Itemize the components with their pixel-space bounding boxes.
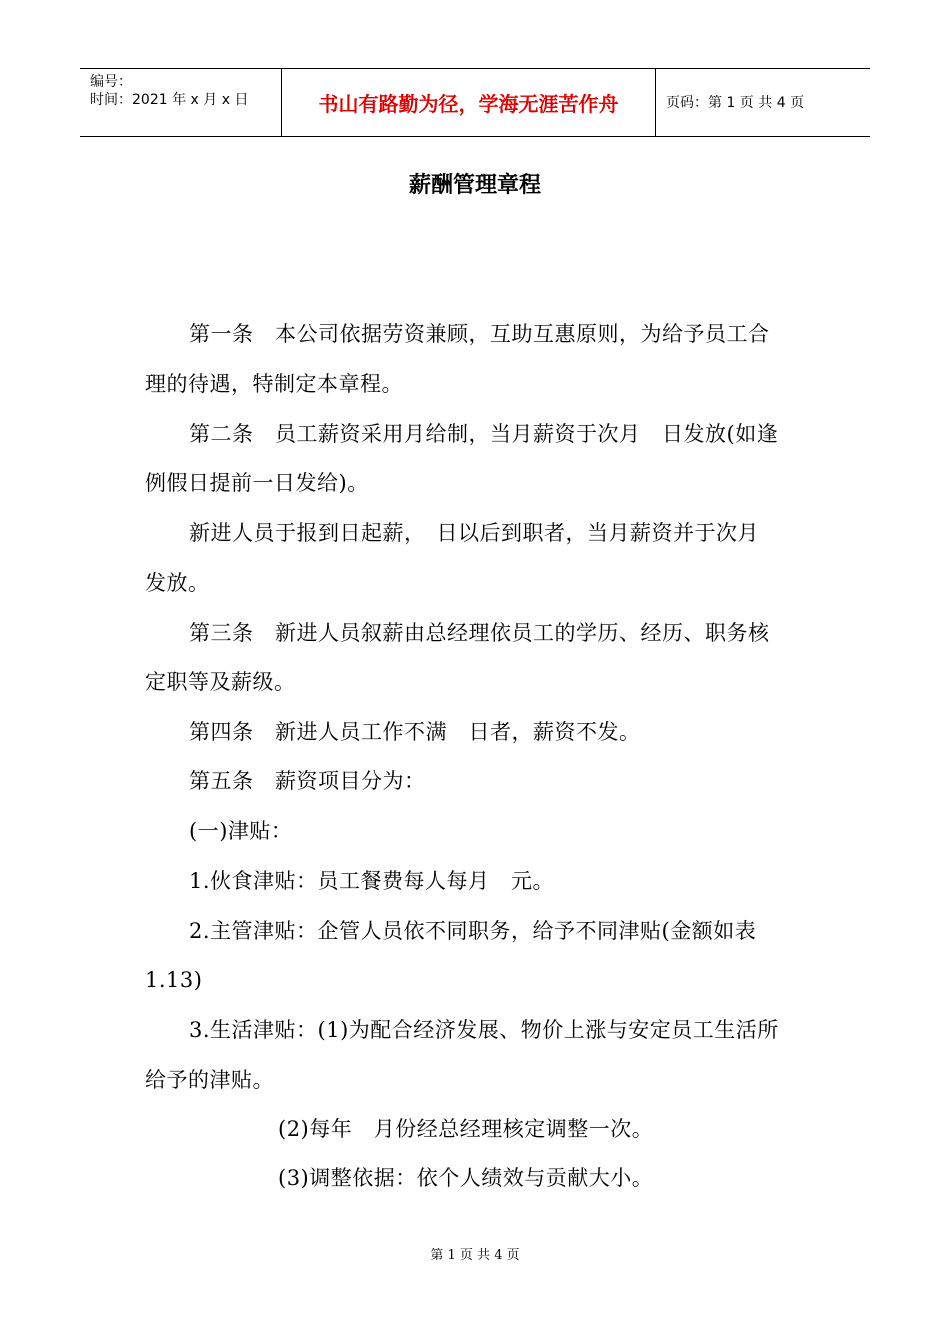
page-footer: 第 1 页 共 4 页 [430,1248,520,1263]
article-2-line-1: 第二条 员工薪资采用月给制，当月薪资于次月 日发放(如逢 [189,422,779,446]
article-1-line-1: 第一条 本公司依据劳资兼顾，互助互惠原则，为给予员工合 [189,322,770,346]
living-allowance-line-1: 3.生活津贴：(1)为配合经济发展、物价上涨与安定员工生活所 [189,1018,779,1042]
header-motto-cell [282,69,656,136]
header-info-cell [80,69,282,136]
article-3-line-1: 第三条 新进人员叙薪由总经理依员工的学历、经历、职务核 [189,621,770,645]
living-allowance-item-2: (2)每年 月份经总经理核定调整一次。 [278,1117,654,1141]
document-header [80,68,870,137]
new-staff-line-2: 发放。 [145,571,210,595]
header-page-info: 页码：第 1 页 共 4 页 [666,95,805,111]
article-2-line-2: 例假日提前一日发给)。 [145,471,369,495]
supervisor-allowance-line-1: 2.主管津贴：企管人员依不同职务，给予不同津贴(金额如表 [189,919,757,943]
document-date-label: 时间：2021 年 x 月 x 日 [90,92,249,108]
header-motto: 书山有路勤为径，学海无涯苦作舟 [318,92,619,116]
meal-allowance: 1.伙食津贴：员工餐费每人每月 元。 [189,869,555,893]
article-4: 第四条 新进人员工作不满 日者，薪资不发。 [189,720,641,744]
header-page-cell [656,69,870,136]
new-staff-line-1: 新进人员于报到日起薪， 日以后到职者，当月薪资并于次月 [189,521,759,545]
supervisor-allowance-line-2: 1.13) [145,968,203,992]
article-5: 第五条 薪资项目分为： [189,769,426,793]
document-title: 薪酬管理章程 [408,173,541,198]
living-allowance-item-3: (3)调整依据：依个人绩效与贡献大小。 [278,1166,654,1190]
living-allowance-line-2: 给予的津贴。 [145,1068,274,1092]
article-3-line-2: 定职等及薪级。 [145,670,296,694]
allowance-heading: (一)津贴： [189,819,293,843]
document-number-label: 编号： [90,74,132,90]
article-1-line-2: 理的待遇，特制定本章程。 [145,372,403,396]
